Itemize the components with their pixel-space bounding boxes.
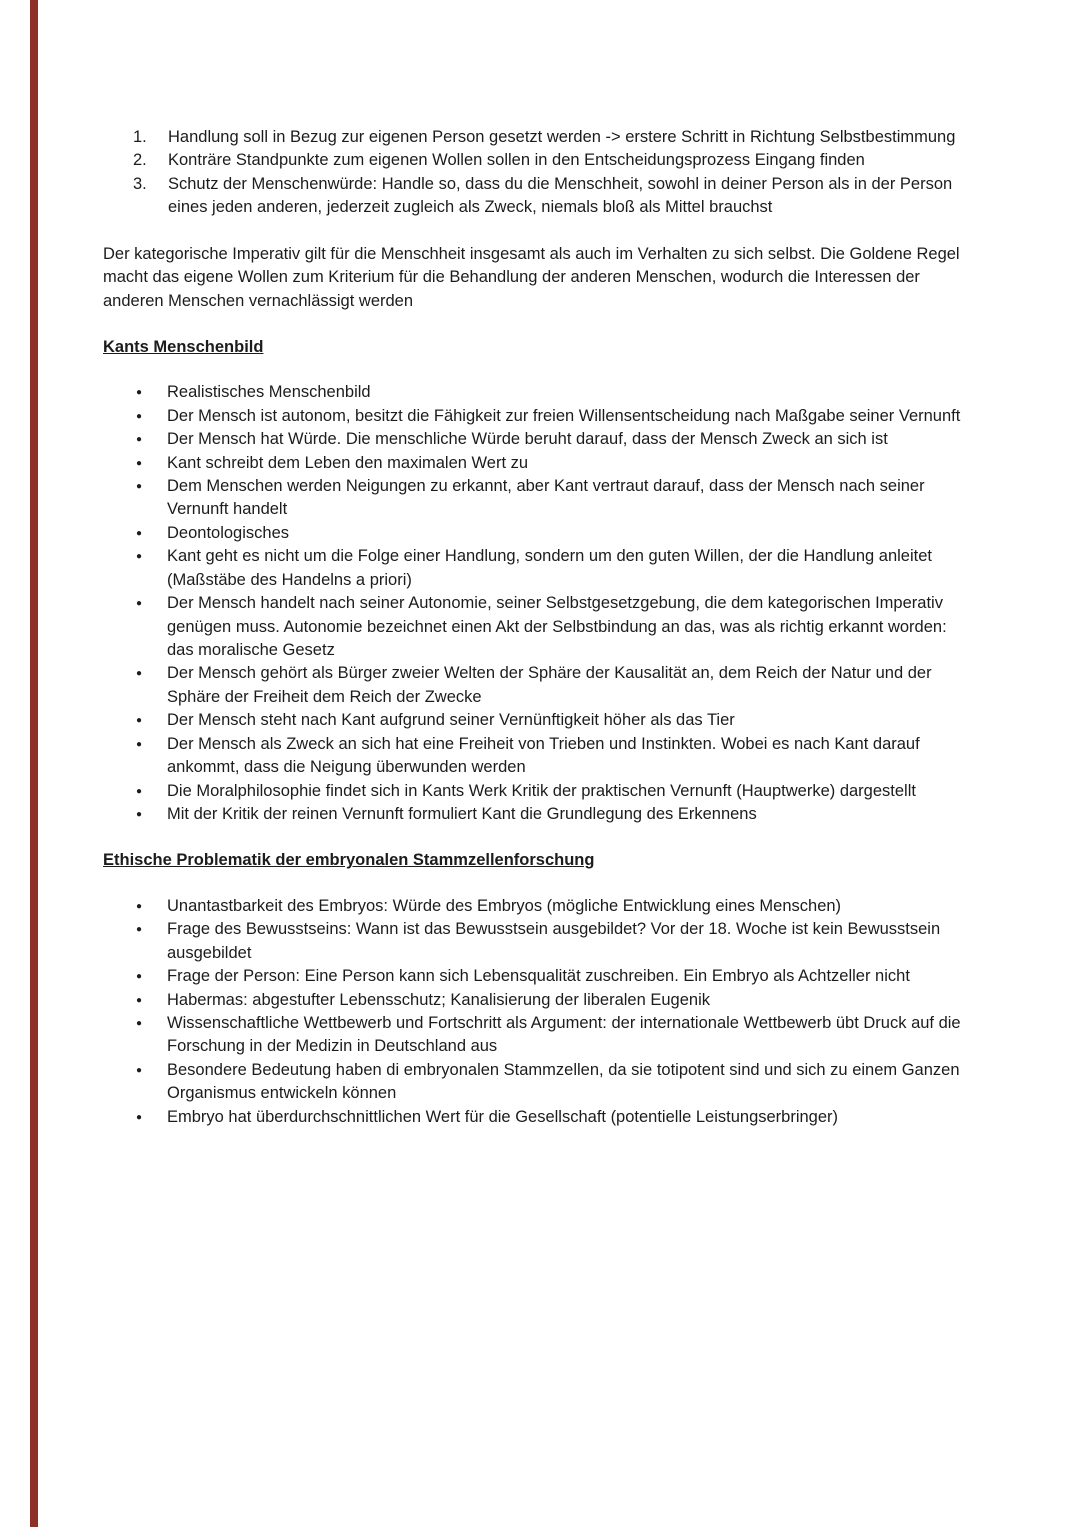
bullet-text: Realistisches Menschenbild: [167, 383, 371, 402]
bullet-item: [136, 733, 976, 780]
bullet-icon: [136, 1059, 167, 1106]
bullet-item: [136, 545, 976, 592]
bullet-item: [136, 592, 976, 662]
bullet-text: Mit der Kritik der reinen Vernunft formuliert Kant die Grundlegung des Erkennens: [167, 804, 757, 823]
list-text: Konträre Standpunkte zum eigenen Wollen sollen in den Entscheidungsprozess Eingang finden: [168, 151, 865, 170]
bullet-text: Embryo hat überdurchschnittlichen Wert für die Gesellschaft (potentielle Leistungserbringer): [167, 1107, 839, 1126]
bullet-item: [136, 1012, 976, 1059]
bullet-item: [136, 989, 976, 1012]
numbered-item: [133, 149, 976, 172]
bullet-text: Der Mensch als Zweck an sich hat eine Freiheit von Trieben und Instinkten. Wobei es nach Kant darauf ankommt, dass die Neigung überwunden werden: [167, 734, 920, 777]
bullet-item: [136, 522, 976, 545]
bullet-text: Frage der Person: Eine Person kann sich Lebensqualität zuschreiben. Ein Embryo als Achtzeller nicht: [167, 967, 910, 986]
bullet-icon: [136, 662, 167, 709]
bullet-item: [136, 428, 976, 451]
bullet-item: [136, 662, 976, 709]
bullet-icon: [136, 965, 167, 988]
bullet-icon: [136, 405, 167, 428]
bullet-text: Der Mensch steht nach Kant aufgrund seiner Vernünftigkeit höher als das Tier: [167, 711, 735, 730]
bullet-icon: [136, 803, 167, 826]
bullet-icon: [136, 733, 167, 780]
bullet-icon: [136, 989, 167, 1012]
bullet-item: [136, 803, 976, 826]
bullet-icon: [136, 381, 167, 404]
bullet-item: [136, 709, 976, 732]
section-heading-kants-menschenbild: Kants Menschenbild: [103, 337, 264, 356]
bullet-text: Der Mensch hat Würde. Die menschliche Würde beruht darauf, dass der Mensch Zweck an sich ist: [167, 430, 888, 449]
section-heading-ethische-problematik: Ethische Problematik der embryonalen Stammzellenforschung: [103, 851, 595, 870]
bullet-text: Besondere Bedeutung haben di embryonalen Stammzellen, da sie totipotent sind und sich zu einem Ganzen Organismus entwickeln können: [167, 1060, 960, 1103]
bullet-item: [136, 381, 976, 404]
bullet-text: Wissenschaftliche Wettbewerb und Fortschritt als Argument: der internationale Wettbewerb übt Druck auf die Forschung in der Medizin in Deutschland aus: [167, 1013, 961, 1056]
list-number: 3.: [133, 174, 147, 193]
left-margin-stripe: [30, 0, 38, 1527]
numbered-item: [133, 173, 976, 220]
bullet-text: Frage des Bewusstseins: Wann ist das Bewusstsein ausgebildet? Vor der 18. Woche ist kein Bewusstsein ausgebildet: [167, 920, 941, 962]
list-number: 1.: [133, 128, 147, 146]
bullet-icon: [136, 475, 167, 522]
bullet-text: Deontologisches: [167, 523, 289, 542]
list-number: 2.: [133, 151, 147, 170]
list-text: Schutz der Menschenwürde: Handle so, dass du die Menschheit, sowohl in deiner Person als in der Person eines jeden anderen, jederzeit zugleich als Zweck, niemals bloß als Mittel brauchst: [168, 174, 953, 217]
bullet-text: Der Mensch handelt nach seiner Autonomie, seiner Selbstgesetzgebung, die dem kategorischen Imperativ genügen muss. Autonomie bezeichnet einen Akt der Selbstbindung an das, was als richtig erkannt worden: das moralische Gesetz: [167, 594, 947, 660]
bullet-item: [136, 452, 976, 475]
bullet-text: Der Mensch gehört als Bürger zweier Welten der Sphäre der Kausalität an, dem Reich der Natur und der Sphäre der Freiheit dem Reich der Zwecke: [167, 664, 932, 706]
bullet-icon: [136, 522, 167, 545]
bullet-text: Unantastbarkeit des Embryos: Würde des Embryos (mögliche Entwicklung eines Menschen): [167, 896, 842, 915]
bullet-text: Der Mensch ist autonom, besitzt die Fähigkeit zur freien Willensentscheidung nach Maßgabe seiner Vernunft: [167, 406, 961, 425]
bullet-icon: [136, 545, 167, 592]
bullet-text: Habermas: abgestufter Lebensschutz; Kanalisierung der liberalen Eugenik: [167, 990, 710, 1009]
numbered-item: [133, 126, 976, 149]
bullet-text: Die Moralphilosophie findet sich in Kants Werk Kritik der praktischen Vernunft (Hauptwerke) dargestellt: [167, 781, 916, 800]
numbered-list: [103, 126, 976, 220]
bullet-list: [103, 895, 976, 1129]
bullet-text: Kant geht es nicht um die Folge einer Handlung, sondern um den guten Willen, der die Handlung anleitet (Maßstäbe des Handelns a priori): [167, 547, 932, 589]
bullet-item: [136, 1106, 976, 1129]
bullet-icon: [136, 918, 167, 965]
bullet-item: [136, 475, 976, 522]
bullet-text: Dem Menschen werden Neigungen zu erkannt, aber Kant vertraut darauf, dass der Mensch nach seiner Vernunft handelt: [167, 477, 925, 519]
bullet-item: [136, 405, 976, 428]
bullet-icon: [136, 452, 167, 475]
bullet-icon: [136, 1012, 167, 1059]
bullet-item: [136, 895, 976, 918]
bullet-text: Kant schreibt dem Leben den maximalen Wert zu: [167, 453, 529, 472]
bullet-icon: [136, 1106, 167, 1129]
bullet-icon: [136, 428, 167, 451]
bullet-icon: [136, 895, 167, 918]
bullet-list: [103, 381, 976, 826]
bullet-icon: [136, 780, 167, 803]
list-text: Handlung soll in Bezug zur eigenen Person gesetzt werden -> erstere Schritt in Richtung Selbstbestimmung: [168, 128, 956, 146]
bullet-item: [136, 918, 976, 965]
bullet-item: [136, 780, 976, 803]
bullet-item: [136, 1059, 976, 1106]
bullet-icon: [136, 709, 167, 732]
bullet-icon: [136, 592, 167, 662]
paragraph: Der kategorische Imperativ gilt für die Menschheit insgesamt als auch im Verhalten zu sich selbst. Die Goldene Regel macht das eigene Wollen zum Kriterium für die Behandlung der anderen Menschen, wodurch die Interessen der anderen Menschen vernachlässigt werden: [103, 244, 960, 310]
bullet-item: [136, 965, 976, 988]
